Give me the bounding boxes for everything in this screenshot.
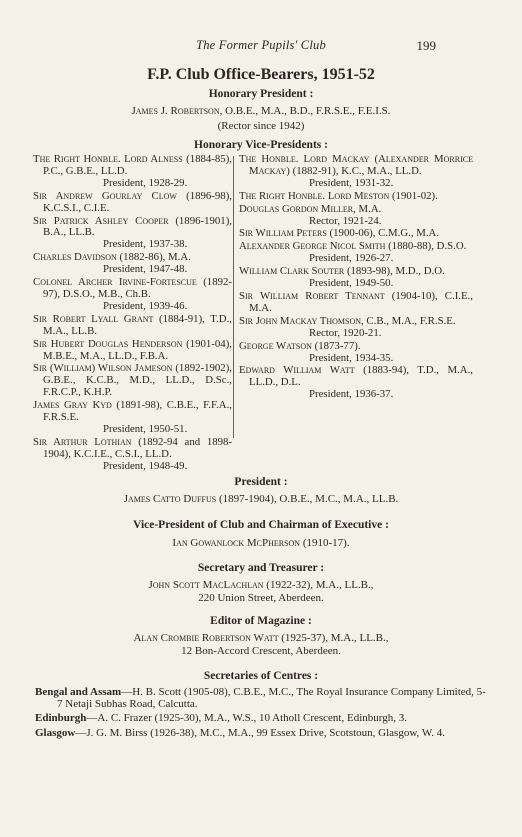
vice-president-name: Alexander George Nicol Smith: [239, 240, 386, 253]
president-details: (1897-1904), O.B.E., M.C., M.A., LL.B.: [216, 493, 399, 505]
vice-president-heading: Vice-President of Club and Chairman of Executive :: [133, 519, 389, 531]
vice-president-post: President, 1928-29.: [103, 176, 188, 189]
secretary-name: John Scott MacLachlan: [148, 579, 264, 591]
vice-president-name: Colonel Archer Irvine-Fortescue: [33, 276, 197, 289]
vice-president-details: (1882-91), K.C., M.A., LL.D.: [292, 164, 422, 177]
vice-presidents-left-column: [33, 154, 232, 474]
centre-place: Edinburgh: [35, 712, 87, 725]
vice-president-details: (1901-04), M.B.E., M.A., LL.D., F.B.A.: [43, 337, 232, 362]
vice-president-details: (1884-85), P.C., G.B.E., LL.D.: [43, 153, 232, 177]
page-number: 199: [416, 38, 436, 53]
vice-president-details: (1873-77).: [314, 339, 361, 352]
honorary-president-details: , O.B.E., M.A., B.D., F.R.S.E., F.E.I.S.: [219, 105, 391, 117]
vice-president-name: The Honble. Lord Mackay (Alexander Morrice Mackay): [239, 153, 473, 177]
vice-president-post: President, 1949-50.: [309, 277, 394, 290]
vice-president-entry: [239, 365, 473, 401]
vice-president-entry: [33, 363, 232, 399]
vice-president-post: President, 1931-32.: [309, 176, 394, 189]
editor-name: Alan Crombie Robertson Watt: [133, 632, 279, 644]
president-name: James Catto Duffus: [123, 493, 217, 505]
vice-president-name: James Gray Kyd: [33, 399, 112, 412]
vice-president-name: Sir William Robert Tennant: [239, 289, 385, 302]
page-title: F.P. Club Office-Bearers, 1951-52: [147, 66, 375, 83]
vice-presidents-right-column: [239, 154, 473, 402]
centres-heading: Secretaries of Centres :: [203, 670, 319, 682]
vice-president-entry: [33, 437, 232, 473]
centre-place: Bengal and Assam: [35, 686, 122, 698]
vice-presidents-columns: [33, 153, 488, 472]
centre-details: —H. B. Scott (1905-08), C.B.E., M.C., The Royal Insurance Company Limited, 5-7 Netaji Subhas Road, Calcutta.: [57, 686, 486, 711]
secretary-address: 220 Union Street, Aberdeen.: [198, 592, 324, 604]
vice-president-entry: [33, 216, 232, 252]
vice-president-post: President, 1948-49.: [103, 459, 188, 472]
vice-president-details: (1900-06), C.M.G., M.A.: [329, 227, 440, 240]
vice-president-entry: [33, 277, 232, 313]
vice-president-entry: [239, 154, 473, 190]
vice-president-details: (1883-94), T.D., M.A., LL.D., D.L.: [249, 364, 473, 389]
honorary-president-name: James J. Robertson: [131, 105, 220, 117]
vice-president-details: (1904-10), C.I.E., M.A.: [249, 289, 473, 314]
secretary-heading: Secretary and Treasurer :: [197, 562, 325, 574]
editor-line: [30, 631, 492, 645]
vice-president-details: (1891-98), C.B.E., F.F.A., F.R.S.E.: [43, 399, 232, 424]
vice-president-name: Charles Davidson: [33, 251, 117, 264]
vice-president-details: (1901-02).: [391, 189, 438, 202]
vice-president-entry: [33, 400, 232, 436]
vice-president-entry: [33, 339, 232, 363]
vice-president-entry: [33, 314, 232, 338]
vice-president-post: President, 1950-51.: [103, 422, 188, 435]
vice-president-details: (1896-98), K.C.S.I., C.I.E.: [43, 189, 232, 214]
vice-president-name: Ian Gowanlock McPherson: [172, 537, 301, 549]
vice-president-entry: [239, 204, 473, 228]
vice-president-entry: [33, 252, 232, 276]
vice-president-post: President, 1947-48.: [103, 263, 188, 276]
running-head: [0, 38, 522, 56]
vice-president-name: Douglas Gordon Miller: [239, 202, 354, 215]
vice-president-details: (1880-88), D.S.O.: [388, 240, 467, 253]
vice-president-entry: [239, 316, 473, 340]
vice-president-details: , M.A.: [353, 202, 382, 215]
vice-presidents-heading: Honorary Vice-Presidents :: [194, 139, 328, 151]
editor-heading: Editor of Magazine :: [210, 615, 312, 627]
vice-president-entry: [239, 241, 473, 265]
honorary-president-note: (Rector since 1942): [217, 120, 305, 132]
vice-president-entry: [33, 191, 232, 215]
vice-president-name: The Right Honble. Lord Alness: [33, 153, 183, 165]
vice-president-post: Rector, 1921-24.: [309, 214, 382, 227]
vice-president-name: The Right Honble. Lord Meston: [239, 189, 390, 202]
centre-details: —A. C. Frazer (1925-30), M.A., W.S., 10 Atholl Crescent, Edinburgh, 3.: [86, 712, 407, 725]
vice-president-entry: [239, 291, 473, 315]
vice-president-details: , C.B., M.A., F.R.S.E.: [361, 314, 456, 327]
centre-entry: [35, 712, 490, 724]
vice-president-post: Rector, 1920-21.: [309, 326, 382, 339]
vice-president-post: President, 1939-46.: [103, 299, 188, 312]
vice-president-name: George Watson: [239, 339, 312, 352]
vice-president-post: President, 1936-37.: [309, 388, 394, 401]
president-line: [30, 492, 492, 506]
vice-president-name: Sir (William) Wilson Jameson: [33, 362, 173, 375]
running-head-title: The Former Pupils' Club: [196, 38, 326, 52]
vice-president-details: (1892-97), D.S.O., M.B., Ch.B.: [43, 276, 232, 300]
centre-entry: [35, 686, 490, 710]
centre-place: Glasgow: [35, 726, 76, 739]
vice-president-post: President, 1926-27.: [309, 252, 394, 265]
vice-president-post: President, 1934-35.: [309, 351, 394, 364]
honorary-president-heading: Honorary President :: [208, 88, 314, 100]
centre-entry: [35, 727, 490, 739]
column-divider: [233, 156, 234, 438]
president-heading: President :: [234, 476, 288, 488]
vice-president-name: Sir Andrew Gourlay Clow: [33, 189, 177, 202]
vice-president-details: (1892-94 and 1898-1904), K.C.I.E., C.S.I., LL.D.: [43, 435, 233, 460]
vice-president-name: Edward William Watt: [239, 364, 355, 377]
editor-address: 12 Bon-Accord Crescent, Aberdeen.: [181, 645, 341, 657]
vice-president-details: (1896-1901), B.A., LL.B.: [43, 214, 232, 239]
vice-president-entry: [239, 266, 473, 290]
vice-president-details: (1882-86), M.A.: [119, 251, 191, 264]
centres-list: [35, 686, 490, 741]
vice-president-name: Sir Patrick Ashley Cooper: [33, 214, 169, 227]
vice-president-entry: [33, 154, 232, 190]
vice-president-name: William Clark Souter: [239, 265, 345, 278]
editor-details: (1925-37), M.A., LL.B.,: [278, 632, 389, 644]
vice-president-post: President, 1937-38.: [103, 238, 188, 251]
vice-president-entry: [239, 228, 473, 240]
vice-president-line: [30, 536, 492, 550]
vice-president-details: (1884-91), T.D., M.A., LL.B.: [43, 312, 232, 337]
vice-president-details: (1892-1902), G.B.E., K.C.B., M.D., LL.D., D.Sc., F.R.C.P., K.H.P.: [43, 362, 233, 399]
vice-president-entry: [239, 341, 473, 365]
vice-president-details: (1893-98), M.D., D.O.: [346, 265, 445, 278]
vice-president-name: Sir Arthur Lothian: [33, 435, 132, 448]
secretary-details: (1922-32), M.A., LL.B.,: [263, 579, 374, 591]
vice-president-details: (1910-17).: [300, 537, 350, 549]
honorary-president-line: [30, 104, 492, 118]
vice-president-name: Sir William Peters: [239, 227, 327, 240]
vice-president-name: Sir Hubert Douglas Henderson: [33, 337, 183, 350]
centre-details: —J. G. M. Birss (1926-38), M.C., M.A., 99 Essex Drive, Scotstoun, Glasgow, W. 4.: [75, 726, 445, 739]
secretary-line: [30, 578, 492, 592]
vice-president-name: Sir Robert Lyall Grant: [33, 312, 154, 325]
vice-president-entry: [239, 191, 473, 203]
vice-president-name: Sir John Mackay Thomson: [239, 314, 362, 327]
